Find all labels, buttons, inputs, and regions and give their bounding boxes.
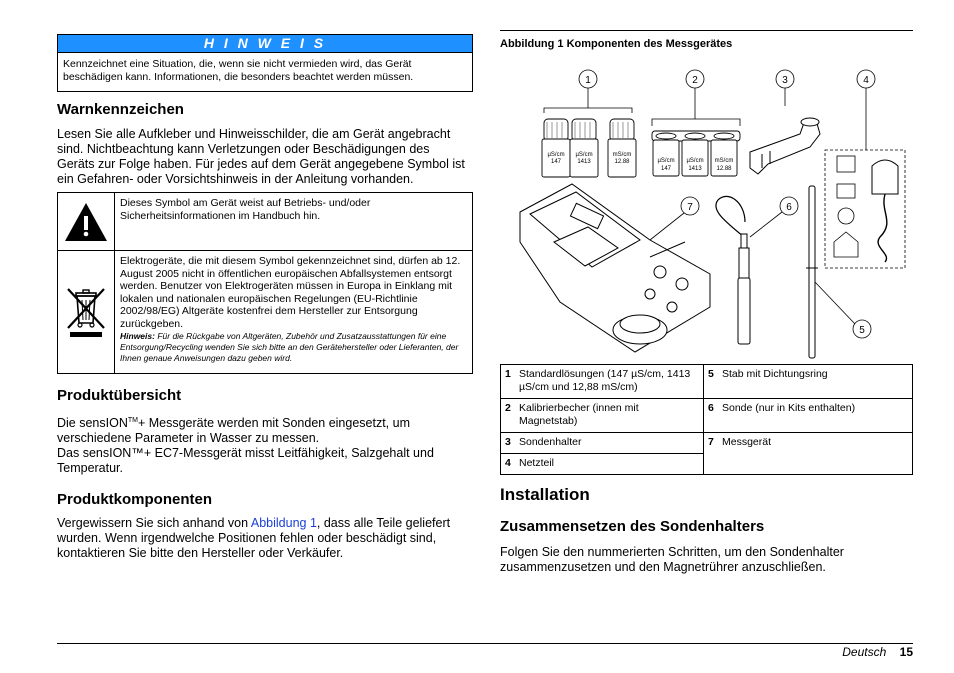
callout-6	[750, 197, 798, 237]
overview-p1-end: + Messgeräte werden mit Sonden eingesetzt, um verschiedene Parameter in Wasser zu messen.	[57, 416, 410, 446]
crossed-out-bin-icon	[64, 285, 108, 339]
installation-text: Folgen Sie den nummerierten Schritten, um den Sondenhalter zusammenzusetzen und den Magnetrührer anzuschließen.	[500, 545, 844, 574]
cell-label: Sonde (nur in Kits enthalten)	[718, 399, 913, 433]
bottle-unit: µS/cm	[547, 152, 565, 158]
footer	[842, 645, 913, 659]
components-text	[57, 516, 469, 561]
footer-divider	[57, 643, 913, 644]
callout-label: 7	[687, 202, 693, 213]
symbol-icon-cell	[58, 251, 115, 373]
cell-label: Messgerät	[718, 433, 913, 475]
tm-mark: TM	[127, 417, 138, 424]
table-row	[501, 433, 913, 454]
components-figure	[500, 62, 913, 362]
callout-5	[815, 282, 871, 338]
beaker-value: 12.88	[716, 166, 732, 172]
overview-heading: Produktübersicht	[57, 387, 182, 404]
symbol-text: Dieses Symbol am Gerät weist auf Betriebs- und/oder Sicherheitsinformationen im Handbuch hin.	[120, 197, 371, 222]
footer-language: Deutsch	[842, 645, 887, 659]
weee-note	[120, 331, 468, 364]
probe	[716, 196, 750, 344]
bottle-value: 147	[550, 159, 562, 165]
callout-3	[776, 70, 794, 106]
beaker-unit: µS/cm	[657, 158, 675, 164]
cell-label: Stab mit Dichtungsring	[718, 365, 913, 399]
callout-label: 3	[782, 75, 788, 86]
weee-text: Elektrogeräte, die mit diesem Symbol gekennzeichnet sind, dürfen ab 12. August 2005 nicht in öffentlichen europäischen Abfallsystemen entsorgt werden. Benutzer von Elektrogeräten müssen in Europa in Einklang mit lokalen und nationalen europäischen Regelungen (EU-Richtlinie 2002/98/EG) Altgeräte kostenfrei dem Hersteller zur Entsorgung zurückgeben.	[120, 255, 461, 330]
beaker-unit: µS/cm	[686, 158, 704, 164]
notice-title: H I N W E I S	[58, 35, 472, 53]
bottle-unit: mS/cm	[612, 152, 632, 158]
callout-2	[652, 70, 740, 126]
note-label: Hinweis:	[120, 331, 155, 341]
installation-heading: Installation	[500, 485, 590, 504]
beaker-unit: mS/cm	[714, 158, 734, 164]
cell-label: Netzteil	[515, 454, 704, 475]
cell-num: 4	[501, 454, 516, 475]
bottle-value: 12.88	[614, 159, 630, 165]
callout-label: 5	[859, 325, 865, 336]
components-table	[500, 364, 913, 475]
note-text: Für die Rückgabe von Altgeräten, Zubehör und Zusatzausstattungen für eine Entsorgung/Recycling wenden Sie sich bitte an den Gerätehersteller oder Lieferanten, der Ihnen genaue Anweisungen dazu geben wird.	[120, 331, 459, 363]
cell-label: Standardlösungen (147 µS/cm, 1413 µS/cm und 12,88 mS/cm)	[515, 365, 704, 399]
warning-triangle-icon	[63, 201, 109, 243]
callout-label: 4	[863, 75, 869, 86]
cell-label: Sondenhalter	[515, 433, 704, 454]
callout-7	[650, 197, 699, 240]
symbol-icon-cell	[58, 193, 115, 250]
power-supply	[825, 150, 905, 268]
callout-label: 1	[585, 75, 591, 86]
callout-label: 2	[692, 75, 698, 86]
table-row	[501, 365, 913, 399]
warn-heading: Warnkennzeichen	[57, 101, 184, 118]
notice-body: Kennzeichnet eine Situation, die, wenn sie nicht vermieden wird, das Gerät beschädigen kann. Informationen, die besonders beachtet werden müssen.	[63, 58, 414, 83]
notice-box	[57, 34, 473, 92]
standard-bottles	[542, 119, 636, 177]
callout-label: 6	[786, 202, 792, 213]
beaker-value: 147	[660, 166, 672, 172]
overview-p2: Das sensION™+ EC7-Messgerät misst Leitfähigkeit, Salzgehalt und Temperatur.	[57, 446, 434, 475]
overview-p1-start: Die sensION	[57, 416, 128, 431]
components-heading: Produktkomponenten	[57, 491, 213, 508]
probe-holder	[750, 118, 820, 174]
cell-num: 7	[704, 433, 719, 475]
figure-caption: Abbildung 1 Komponenten des Messgerätes	[500, 30, 913, 50]
installation-subheading: Zusammensetzen des Sondenhalters	[500, 518, 765, 535]
cell-num: 5	[704, 365, 719, 399]
callout-1	[544, 70, 632, 113]
overview-p1	[57, 413, 469, 446]
components-text-start: Vergewissern Sie sich anhand von	[57, 516, 251, 530]
components-text-end: , dass alle Teile geliefert wurden. Wenn irgendwelche Positionen fehlen oder beschädigt sind, kontaktieren Sie bitte den Hersteller oder Verkäufer.	[57, 516, 451, 560]
symbol-row	[58, 250, 472, 373]
symbol-row	[58, 193, 472, 250]
symbol-text	[115, 251, 472, 373]
cell-label: Kalibrierbecher (innen mit Magnetstab)	[515, 399, 704, 433]
cell-num: 3	[501, 433, 516, 454]
bottle-unit: µS/cm	[575, 152, 593, 158]
cell-num: 2	[501, 399, 516, 433]
page-number: 15	[899, 645, 913, 659]
figure-link[interactable]: Abbildung 1	[250, 516, 317, 530]
beaker-value: 1413	[688, 166, 702, 172]
cell-num: 1	[501, 365, 516, 399]
symbol-table	[57, 192, 473, 374]
bottle-value: 1413	[577, 159, 591, 165]
rod	[806, 186, 818, 358]
cell-num: 6	[704, 399, 719, 433]
table-row	[501, 399, 913, 433]
callout-4	[857, 70, 875, 150]
warn-text: Lesen Sie alle Aufkleber und Hinweisschilder, die am Gerät angebracht sind. Nichtbeachtung kann Verletzungen oder Beschädigungen des Geräts zur Folge haben. Für jedes auf dem Gerät angegebene Symbol ist ein Gefahren- oder Vorsichtshinweis in der Anleitung vorhanden.	[57, 127, 465, 186]
